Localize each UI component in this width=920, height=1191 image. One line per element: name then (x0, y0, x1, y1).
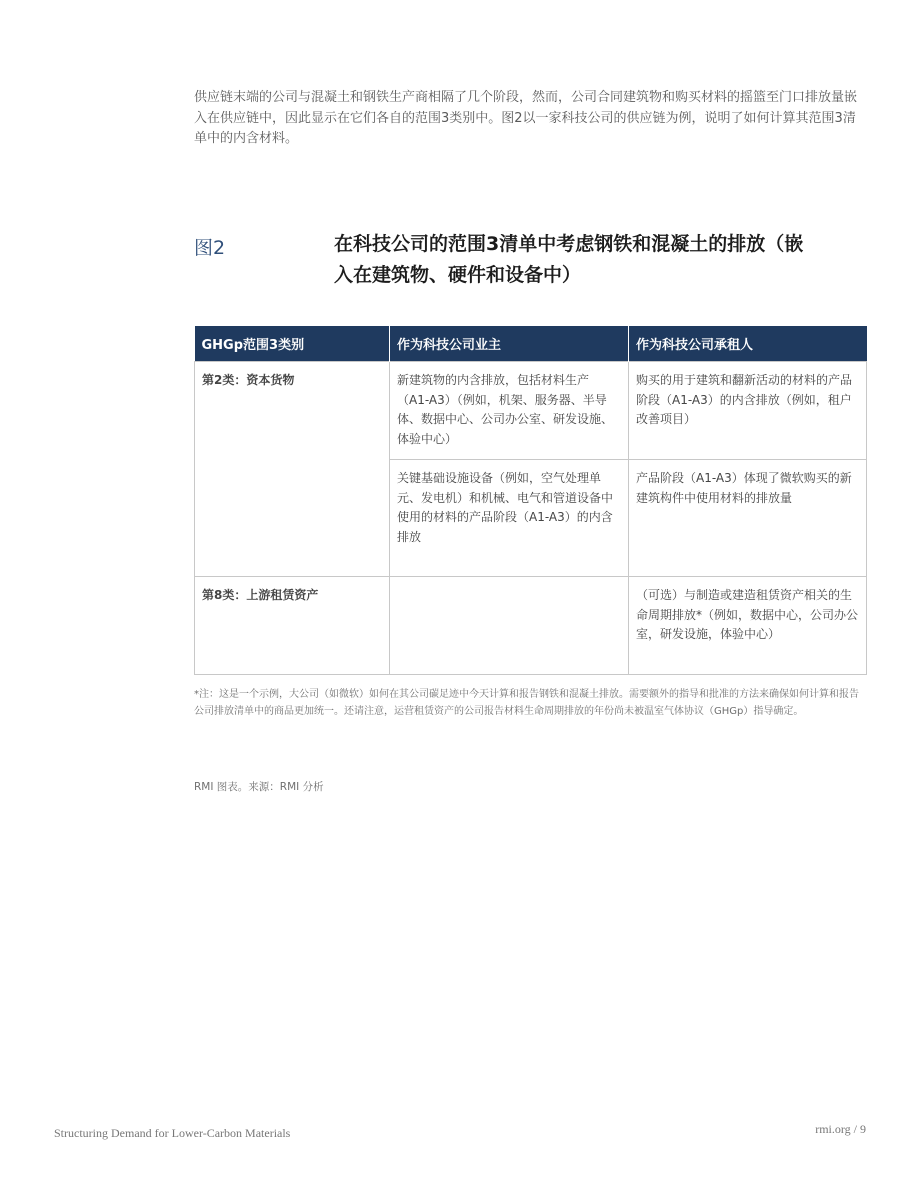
figure-label: 图2 (194, 237, 226, 259)
category-cell: 第8类：上游租赁资产 (195, 577, 390, 675)
chart-source: RMI 图表。来源：RMI 分析 (194, 781, 324, 793)
owner-cell: 新建筑物的内含排放，包括材料生产（A1-A3）（例如，机架、服务器、半导体、数据中心、公司办公室、研发设施、体验中心） (390, 362, 629, 460)
table-row (195, 577, 867, 675)
category-cell: 第2类：资本货物 (195, 362, 390, 577)
table-note: *注：这是一个示例，大公司（如微软）如何在其公司碳足迹中今天计算和报告钢铁和混凝土排放。需要额外的指导和批准的方法来确保如何计算和报告公司排放清单中的商品更加统一。还请注意，运营租赁资产的公司报告材料生命周期排放的年份尚未被温室气体协议（GHGp）指导确定。 (194, 689, 859, 717)
footer-title: Structuring Demand for Lower-Carbon Materials (54, 1126, 291, 1140)
header-tenant: 作为科技公司承租人 (629, 326, 867, 362)
footer-page-number: rmi.org / 9 (815, 1122, 866, 1136)
intro-paragraph: 供应链末端的公司与混凝土和钢铁生产商相隔了几个阶段，然而，公司合同建筑物和购买材料的摇篮至门口排放量嵌入在供应链中，因此显示在它们各自的范围3类别中。图2以一家科技公司的供应链为例，说明了如何计算其范围3清单中的内含材料。 (194, 90, 858, 146)
tenant-cell: 购买的用于建筑和翻新活动的材料的产品阶段（A1-A3）的内含排放（例如，租户改善项目） (629, 362, 867, 460)
owner-cell: 关键基础设施设备（例如，空气处理单元、发电机）和机械、电气和管道设备中使用的材料的产品阶段（A1-A3）的内含排放 (390, 460, 629, 577)
tenant-cell: （可选）与制造或建造租赁资产相关的生命周期排放*（例如，数据中心，公司办公室，研发设施，体验中心） (629, 577, 867, 675)
table-row (195, 362, 867, 460)
table-header-row (195, 326, 867, 362)
header-category: GHGp范围3类别 (195, 326, 390, 362)
scope3-table (194, 326, 867, 675)
owner-cell (390, 577, 629, 675)
tenant-cell: 产品阶段（A1-A3）体现了微软购买的新建筑构件中使用材料的排放量 (629, 460, 867, 577)
header-owner: 作为科技公司业主 (390, 326, 629, 362)
figure-title: 在科技公司的范围3清单中考虑钢铁和混凝土的排放（嵌入在建筑物、硬件和设备中） (334, 233, 804, 286)
